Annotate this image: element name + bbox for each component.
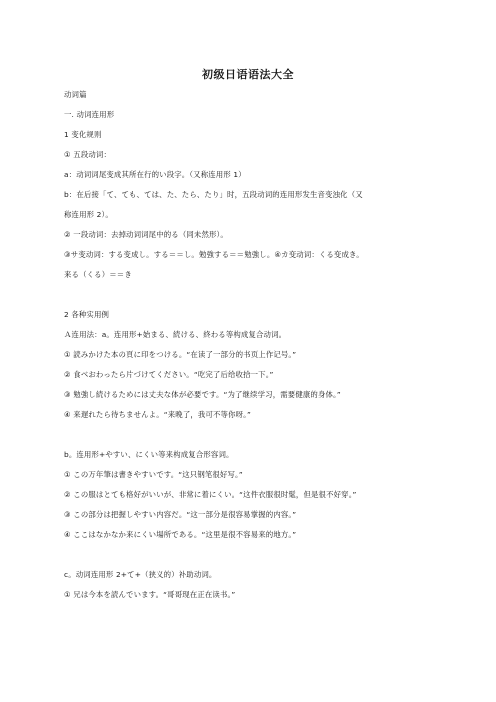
paragraph-line: 称连用形 2）。 — [64, 210, 113, 219]
paragraph-line: c。动词连用形 2+て+（狭义的）补助动词。 — [64, 570, 217, 579]
paragraph-line: Ａ连用法：a。连用形+始まる、続ける、終わる等构成复合动词。 — [64, 330, 287, 339]
example-item: ④ 来遅れたら待ちませんよ。“来晚了，我可不等你呀。” — [64, 410, 251, 419]
paragraph-line: a：动词词尾变成其所在行的い段字。（又称连用形 1） — [64, 170, 246, 179]
list-item: ② 一段动词：去掉动词词尾中的る（同未然形）。 — [64, 230, 228, 239]
document-title: 初级日语语法大全 — [202, 68, 294, 81]
list-item: ③サ变动词：する变成し。する＝＝し。勉強する＝＝勉強し。④カ变动词：くる变成き。 — [64, 250, 364, 259]
list-item: ① 五段动词： — [64, 150, 111, 159]
subsection-heading: 2 各种实用例 — [64, 310, 110, 319]
paragraph-line: 来る（くる）＝＝き — [64, 270, 132, 279]
example-item: ① 読みかけた本の頁に印をつける。“在读了一部分的书页上作记号。” — [64, 350, 297, 359]
example-item: ④ ここはなかなか来にくい場所である。“这里是很不容易来的地方。” — [64, 530, 297, 539]
example-item: ③ 勉強し続けるためには丈夫な体が必要です。“为了继续学习，需要健康的身体。” — [64, 390, 341, 399]
section-heading: 动词篇 — [64, 90, 87, 99]
paragraph-line: b：在后接「て、ても、ては、た、たら、たり」时，五段动词的连用形发生音变浊化（又 — [64, 190, 363, 199]
example-item: ① 兄は今本を読んでいます。“哥哥现在正在读书。” — [64, 590, 236, 599]
subsection-heading: 一. 动词连用形 — [64, 110, 115, 119]
example-item: ③ この部分は把握しやすい内容だ。“这一部分是很容易掌握的内容。” — [64, 510, 297, 519]
subsection-heading: 1 变化规则 — [64, 130, 102, 139]
example-item: ① この万年筆は書きやすいです。“这只钢笔很好写。” — [64, 470, 243, 479]
example-item: ② 食べおわったら片づけてください。“吃完了后给收拾一下。” — [64, 370, 274, 379]
example-item: ② この服はとても格好がいいが、非常に着にくい。“这件衣服很时髦，但是很不好穿。” — [64, 490, 357, 499]
paragraph-line: b。连用形+やすい、にくい等来构成复合形容词。 — [64, 450, 234, 459]
